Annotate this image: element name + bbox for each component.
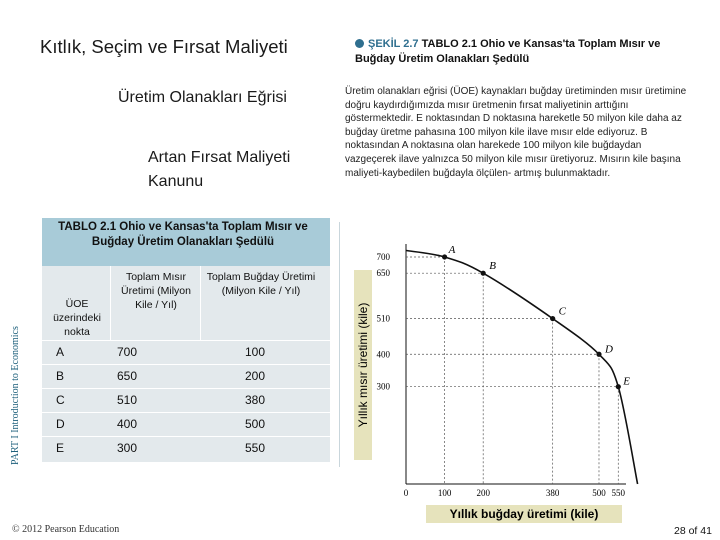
- slide-title: Kıtlık, Seçim ve Fırsat Maliyeti: [40, 36, 288, 57]
- table-header-corn: Toplam Mısır Üretimi (Milyon Kile / Yıl): [120, 271, 191, 311]
- figure-bullet-icon: [355, 39, 364, 48]
- table-cell: 200: [245, 369, 266, 383]
- x-axis-label: Yıllık buğday üretimi (kile): [449, 507, 599, 521]
- point-label: A: [448, 243, 456, 256]
- x-tick-label: 0: [403, 488, 409, 498]
- table-cell: A: [56, 345, 65, 359]
- figure-label: ŞEKİL 2.7: [368, 38, 419, 50]
- table-col-separator: [110, 266, 111, 340]
- y-tick-label: 300: [376, 381, 390, 392]
- table-header-wheat: Toplam Buğday Üretimi (Milyon Kile / Yıl): [206, 271, 316, 297]
- table-cell: 700: [117, 345, 138, 359]
- figure-title: TABLO 2.1 Ohio ve Kansas'ta Toplam Mısır ve Buğday Üretim Olanakları Şedülü: [355, 38, 661, 65]
- vertical-divider: [339, 222, 340, 467]
- y-tick-label: 400: [376, 349, 390, 360]
- y-axis-label: Yıllık mısır üretimi (kile): [356, 302, 370, 428]
- side-label: PART I Introduction to Economics: [10, 326, 21, 465]
- point-label: B: [489, 260, 496, 273]
- table-cell: E: [56, 441, 65, 455]
- table-row-divider: [42, 364, 330, 365]
- point-a: [442, 254, 447, 259]
- table-row-divider: [42, 388, 330, 389]
- table-cell: 510: [117, 393, 138, 407]
- law-heading: Artan Fırsat Maliyeti Kanunu: [148, 149, 291, 190]
- ppf-curve: [406, 250, 638, 484]
- table-col-separator: [200, 266, 201, 340]
- figure-heading: [355, 37, 685, 67]
- ppf-chart: [350, 228, 710, 528]
- slide-subtitle: Üretim Olanakları Eğrisi: [118, 89, 287, 106]
- table-cell: D: [56, 417, 65, 431]
- figure-description: Üretim olanakları eğrisi (ÜOE) kaynakları buğday üretiminden mısır üretimine doğru kaydırdığımızda mısır üretmenin fırsat maliyetinin arttığını göstermektedir. E noktasından D noktasına hareketle 50 milyon kile daha az buğday üretme pahasına 100 milyon kile ilave mısır elde ediyoruz. B noktasından A noktasına olan harekede 100 milyon kile buğdaydan vazgeçerek ilave yalnızca 50 milyon kile mısır üretiyoruz. Mısırın kile başına maliyeti-kaybedilen buğdayla ölçülen- artmış bulunmaktadır.: [345, 86, 687, 179]
- table-title: TABLO 2.1 Ohio ve Kansas'ta Toplam Mısır ve Buğday Üretim Olanakları Şedülü: [58, 221, 308, 248]
- point-d: [596, 352, 601, 357]
- point-label: E: [623, 375, 631, 388]
- x-tick-label: 380: [545, 488, 560, 498]
- x-tick-label: 550: [611, 488, 626, 498]
- copyright: © 2012 Pearson Education: [12, 524, 120, 535]
- point-label: D: [604, 343, 613, 356]
- table-cell: C: [56, 393, 65, 407]
- y-tick-label: 700: [376, 251, 390, 262]
- x-tick-label: 200: [476, 488, 490, 498]
- table-header-divider: [42, 340, 330, 341]
- table-cell: B: [56, 369, 65, 383]
- table-row-divider: [42, 412, 330, 413]
- point-label: C: [558, 305, 567, 318]
- table-cell: 650: [117, 369, 138, 383]
- table-cell: 550: [245, 441, 266, 455]
- table-cell: 400: [117, 417, 138, 431]
- page-number: 28 of 41: [674, 525, 712, 537]
- y-tick-label: 650: [376, 268, 390, 279]
- x-tick-label: 100: [437, 488, 452, 498]
- point-b: [481, 271, 486, 276]
- table-cell: 300: [117, 441, 138, 455]
- point-c: [550, 316, 555, 321]
- y-tick-label: 510: [376, 313, 390, 324]
- table-cell: 500: [245, 417, 266, 431]
- table-row-divider: [42, 436, 330, 437]
- point-e: [616, 384, 621, 389]
- table-cell: 380: [245, 393, 266, 407]
- table-cell: 100: [245, 345, 266, 359]
- x-tick-label: 500: [592, 488, 606, 498]
- table-header-point: ÜOE üzerindeki nokta: [53, 298, 101, 338]
